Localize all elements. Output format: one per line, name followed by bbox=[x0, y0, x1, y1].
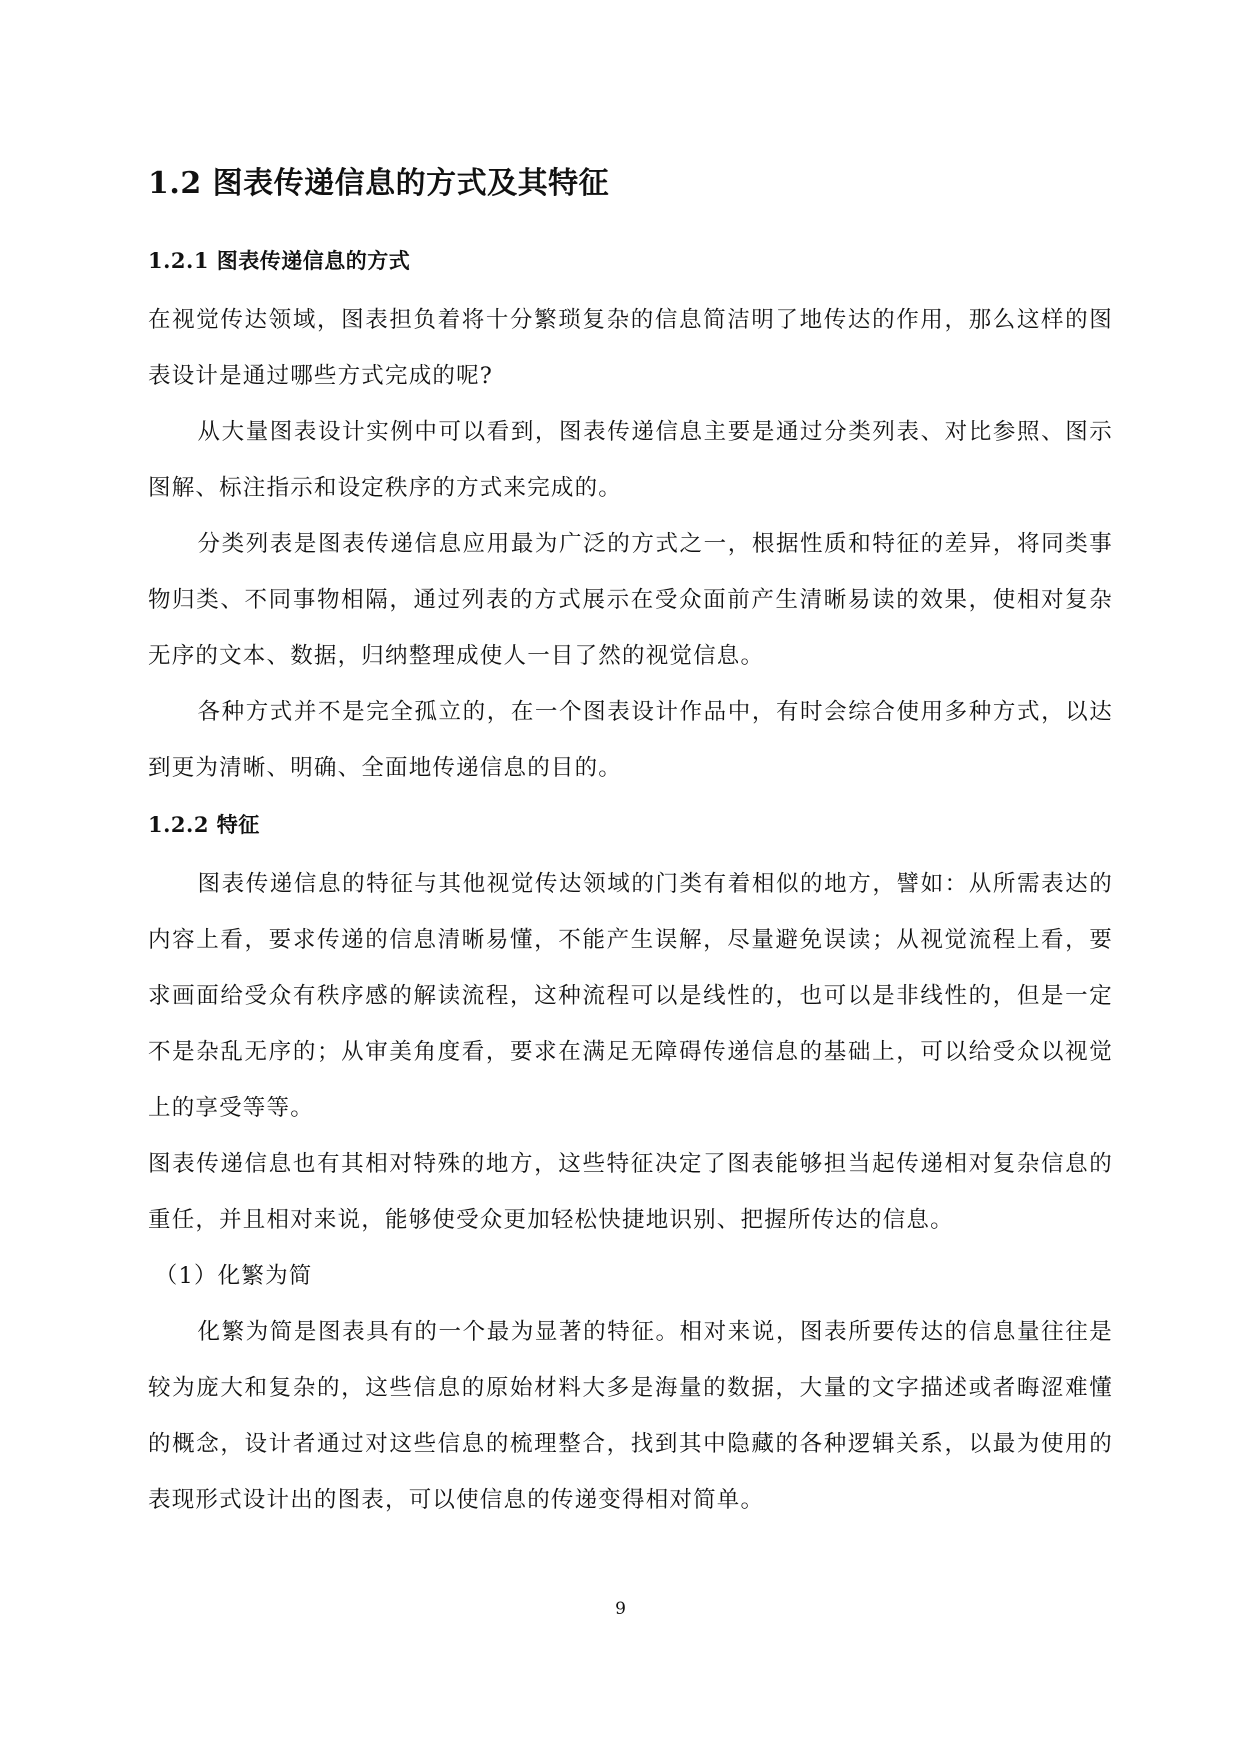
paragraph-simplify: 化繁为简是图表具有的一个最为显著的特征。相对来说，图表所要传达的信息量往往是较为庞大和复杂的，这些信息的原始材料大多是海量的数据，大量的文字描述或者晦涩难懂的概念，设计者通过对这些信息的梳理整合，找到其中隐藏的各种逻辑关系，以最为使用的表现形式设计出的图表，可以使信息的传递变得相对简单。 bbox=[148, 1319, 1113, 1513]
paragraph-classification: 分类列表是图表传递信息应用最为广泛的方式之一，根据性质和特征的差异，将同类事物归类、不同事物相隔，通过列表的方式展示在受众面前产生清晰易读的效果，使相对复杂无序的文本、数据，归纳整理成使人一目了然的视觉信息。 bbox=[148, 531, 1113, 669]
page-content bbox=[148, 160, 1113, 1528]
page-number: 9 bbox=[615, 1599, 626, 1619]
paragraph-features-common: 图表传递信息的特征与其他视觉传达领域的门类有着相似的地方，譬如：从所需表达的内容上看，要求传递的信息清晰易懂，不能产生误解，尽量避免误读；从视觉流程上看，要求画面给受众有秩序感的解读流程，这种流程可以是线性的，也可以是非线性的，但是一定不是杂乱无序的；从审美角度看，要求在满足无障碍传递信息的基础上，可以给受众以视觉上的享受等等。 bbox=[148, 871, 1113, 1121]
section-title: 1.2 图表传递信息的方式及其特征 bbox=[148, 166, 610, 201]
subsection-title-features: 1.2.2 特征 bbox=[148, 812, 260, 837]
paragraph-combined-methods: 各种方式并不是完全孤立的，在一个图表设计作品中，有时会综合使用多种方式，以达到更为清晰、明确、全面地传递信息的目的。 bbox=[148, 699, 1113, 781]
list-heading-simplify: （1）化繁为简 bbox=[154, 1263, 313, 1289]
paragraph-features-special: 图表传递信息也有其相对特殊的地方，这些特征决定了图表能够担当起传递相对复杂信息的重任，并且相对来说，能够使受众更加轻松快捷地识别、把握所传达的信息。 bbox=[148, 1151, 1113, 1233]
paragraph-intro: 在视觉传达领域，图表担负着将十分繁琐复杂的信息简洁明了地传达的作用，那么这样的图表设计是通过哪些方式完成的呢? bbox=[148, 307, 1113, 389]
subsection-title-methods: 1.2.1 图表传递信息的方式 bbox=[148, 248, 411, 273]
paragraph-methods-list: 从大量图表设计实例中可以看到，图表传递信息主要是通过分类列表、对比参照、图示图解、标注指示和设定秩序的方式来完成的。 bbox=[148, 419, 1113, 501]
